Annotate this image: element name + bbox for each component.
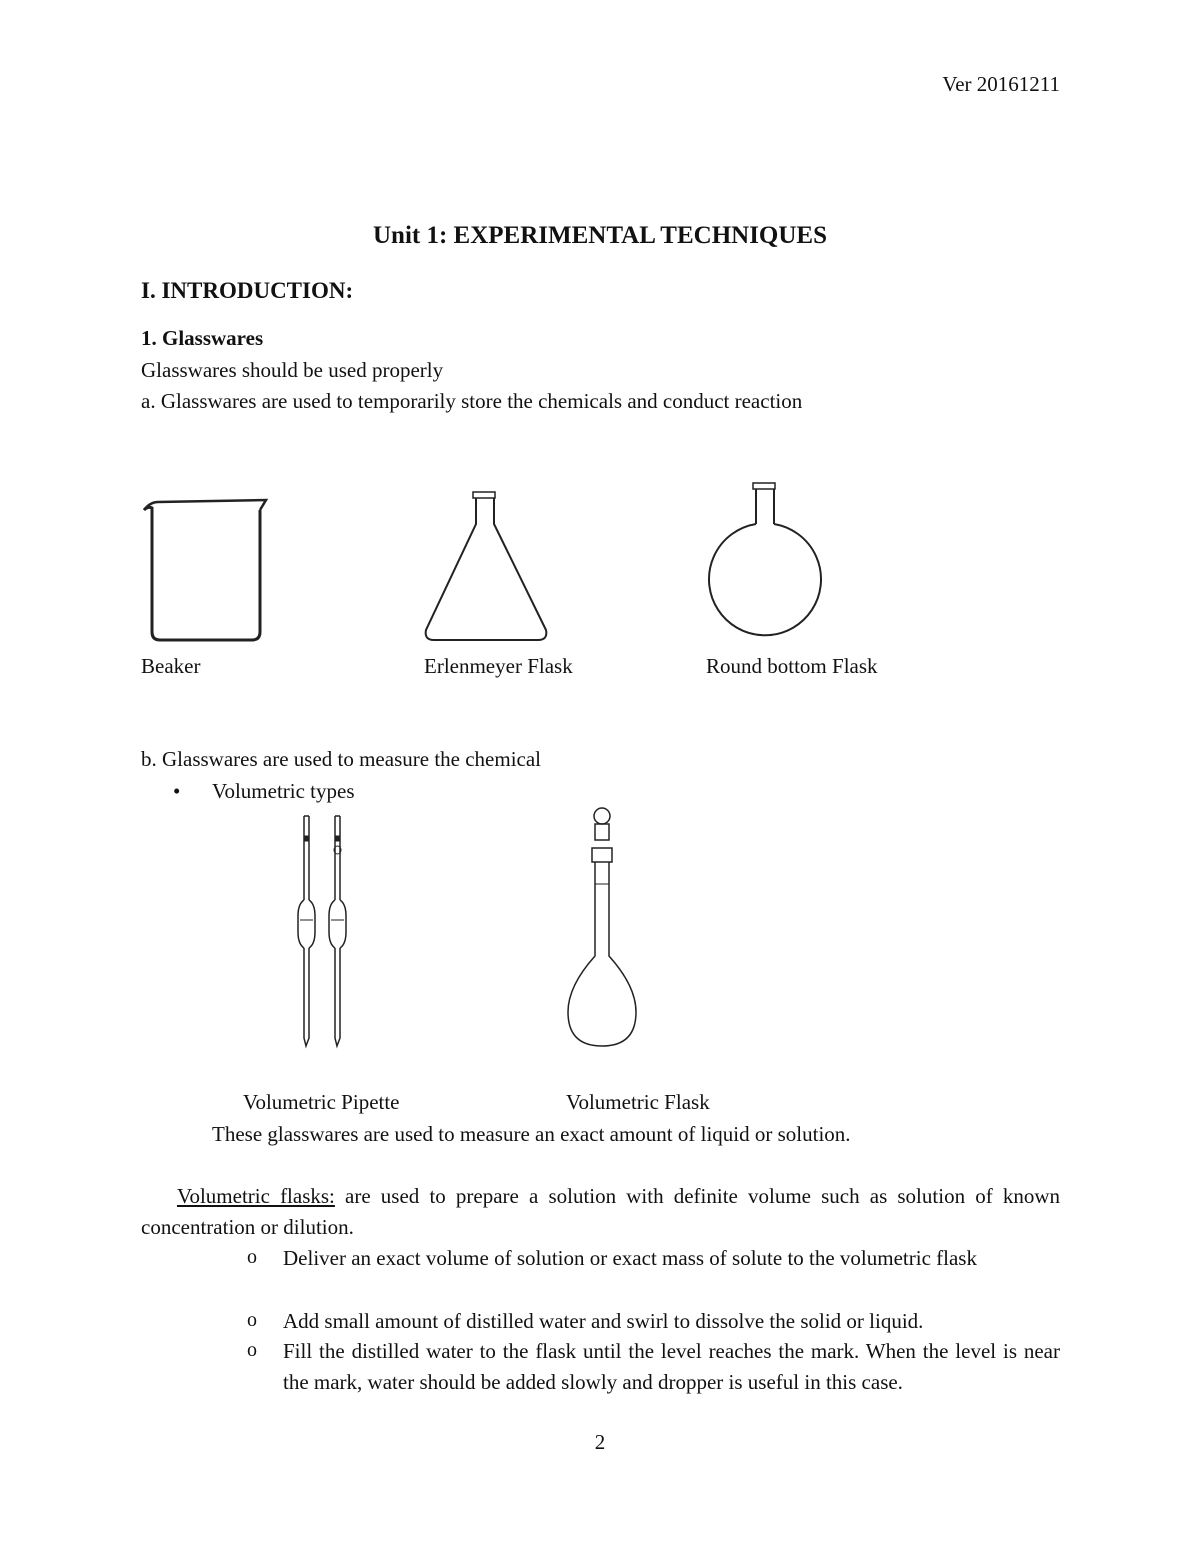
intro-text: Glasswares should be used properly [141,358,444,382]
volumetric-flask-figure [560,806,645,1052]
round-bottom-flask-figure [700,480,830,645]
step-marker: o [247,1246,257,1268]
item-b-text: b. Glasswares are used to measure the chemical [141,747,542,771]
step-2: Add small amount of distilled water and swirl to dissolve the solid or liquid. [283,1309,924,1333]
caption-beaker: Beaker [141,654,201,678]
volumetric-flasks-term: Volumetric flasks: [177,1184,335,1208]
caption-erlenmeyer-flask: Erlenmeyer Flask [424,654,573,678]
beaker-figure [140,496,270,646]
measurement-note: These glasswares are used to measure an exact amount of liquid or solution. [212,1122,851,1146]
item-a-text: a. Glasswares are used to temporarily store the chemicals and conduct reaction [141,389,803,413]
page-title: Unit 1: EXPERIMENTAL TECHNIQUES [372,222,828,249]
section-heading: I. INTRODUCTION: [141,278,354,303]
volumetric-pipette-figure [292,812,352,1052]
volumetric-flasks-paragraph [141,1181,1060,1243]
step-3: Fill the distilled water to the flask until the level reaches the mark. When the level is near the mark, water should be added slowly and dropper is useful in this case. [283,1339,1060,1394]
volumetric-flasks-definition: are used to prepare a solution with definite volume such as solution of known concentration or dilution. [141,1184,1060,1239]
subsection-heading: 1. Glasswares [141,326,264,350]
page-number: 2 [594,1430,606,1454]
bullet-icon: • [173,779,181,803]
caption-volumetric-flask: Volumetric Flask [566,1090,710,1114]
caption-round-bottom-flask: Round bottom Flask [706,654,878,678]
step-marker: o [247,1339,257,1361]
step-1: Deliver an exact volume of solution or exact mass of solute to the volumetric flask [283,1246,977,1270]
version-label: Ver 20161211 [942,72,1060,96]
step-marker: o [247,1309,257,1331]
bullet-text: Volumetric types [212,779,355,803]
erlenmeyer-flask-figure [420,490,555,645]
caption-volumetric-pipette: Volumetric Pipette [243,1090,400,1114]
